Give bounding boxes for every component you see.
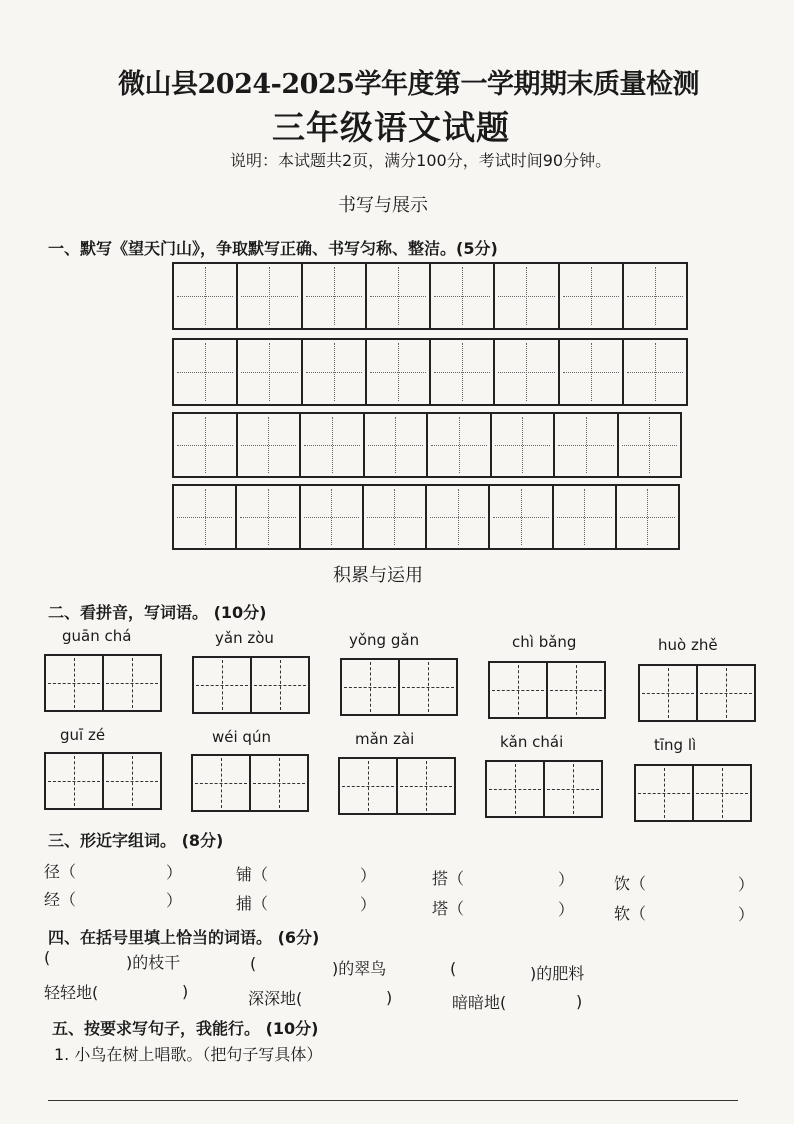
word-stem: 塔（ <box>432 899 465 918</box>
poem-row-2[interactable] <box>172 338 688 406</box>
word-stem: 搭（ <box>432 869 465 888</box>
word-stem: 径（ <box>44 862 77 881</box>
pinyin-label: huò zhě <box>658 636 718 654</box>
phrase-suffix: )的枝干 <box>126 953 181 972</box>
pinyin-label: kǎn chái <box>500 733 564 751</box>
bracket-open: ( <box>250 954 257 973</box>
question-5-item-1: 1. 小鸟在树上唱歌。（把句子写具体） <box>54 1045 323 1064</box>
pinyin-answer-box[interactable] <box>338 757 456 815</box>
word-stem: 捕（ <box>236 894 269 913</box>
phrase-prefix: 深深地( <box>248 989 303 1008</box>
bracket-close: ) <box>386 988 393 1007</box>
poem-row-4[interactable] <box>172 484 680 550</box>
pinyin-answer-box[interactable] <box>485 760 603 818</box>
pinyin-label: mǎn zài <box>355 730 415 748</box>
exam-instructions: 说明：本试题共2页，满分100分，考试时间90分钟。 <box>230 151 612 170</box>
pinyin-answer-box[interactable] <box>44 752 162 810</box>
phrase-suffix: )的翠鸟 <box>332 959 387 978</box>
bracket-open: ( <box>450 959 457 978</box>
pinyin-answer-box[interactable] <box>638 664 756 722</box>
word-stem: 铺（ <box>236 865 269 884</box>
phrase-prefix: 轻轻地( <box>44 983 99 1002</box>
question-3-text: 三、形近字组词。 (8分) <box>48 831 224 850</box>
pinyin-answer-box[interactable] <box>488 661 606 719</box>
bracket-close: ） <box>738 905 755 924</box>
bracket-close: ） <box>360 866 377 885</box>
pinyin-answer-box[interactable] <box>634 764 752 822</box>
phrase-prefix: 暗暗地( <box>452 993 507 1012</box>
pinyin-label: wéi qún <box>212 728 271 746</box>
word-stem: 饮（ <box>614 874 647 893</box>
bracket-close: ） <box>360 895 377 914</box>
poem-writing-grid[interactable] <box>172 262 688 550</box>
poem-row-1[interactable] <box>172 262 688 330</box>
section-heading-accumulation: 积累与运用 <box>333 565 423 586</box>
pinyin-answer-box[interactable] <box>340 658 458 716</box>
question-1-text: 一、默写《望天门山》，争取默写正确、书写匀称、整洁。(5分) <box>48 239 498 258</box>
question-4-text: 四、在括号里填上恰当的词语。 (6分) <box>48 928 320 947</box>
pinyin-answer-box[interactable] <box>192 656 310 714</box>
poem-row-3[interactable] <box>172 412 682 478</box>
question-5-text: 五、按要求写句子，我能行。 (10分) <box>52 1019 319 1038</box>
section-heading-writing: 书写与展示 <box>338 195 428 216</box>
pinyin-label: guān chá <box>62 627 132 645</box>
pinyin-label: chì bǎng <box>512 633 577 651</box>
bracket-close: ） <box>558 900 575 919</box>
bracket-open: ( <box>44 948 51 967</box>
exam-title: 微山县2024-2025学年度第一学期期末质量检测 <box>118 69 699 100</box>
bracket-close: ） <box>166 863 183 882</box>
pinyin-label: yǎn zòu <box>215 629 274 647</box>
phrase-suffix: )的肥料 <box>530 964 585 983</box>
bracket-close: ） <box>166 891 183 910</box>
bracket-close: ） <box>558 870 575 889</box>
exam-subtitle: 三年级语文试题 <box>272 108 510 147</box>
pinyin-label: yǒng gǎn <box>349 631 420 649</box>
bracket-close: ） <box>738 875 755 894</box>
word-stem: 软（ <box>614 904 647 923</box>
question-2-text: 二、看拼音，写词语。 (10分) <box>48 603 267 622</box>
answer-line[interactable] <box>48 1100 738 1101</box>
pinyin-answer-box[interactable] <box>191 754 309 812</box>
pinyin-label: tīng lì <box>654 736 697 754</box>
pinyin-answer-box[interactable] <box>44 654 162 712</box>
word-stem: 经（ <box>44 890 77 909</box>
bracket-close: ) <box>576 992 583 1011</box>
bracket-close: ) <box>182 982 189 1001</box>
pinyin-label: guī zé <box>60 726 106 744</box>
